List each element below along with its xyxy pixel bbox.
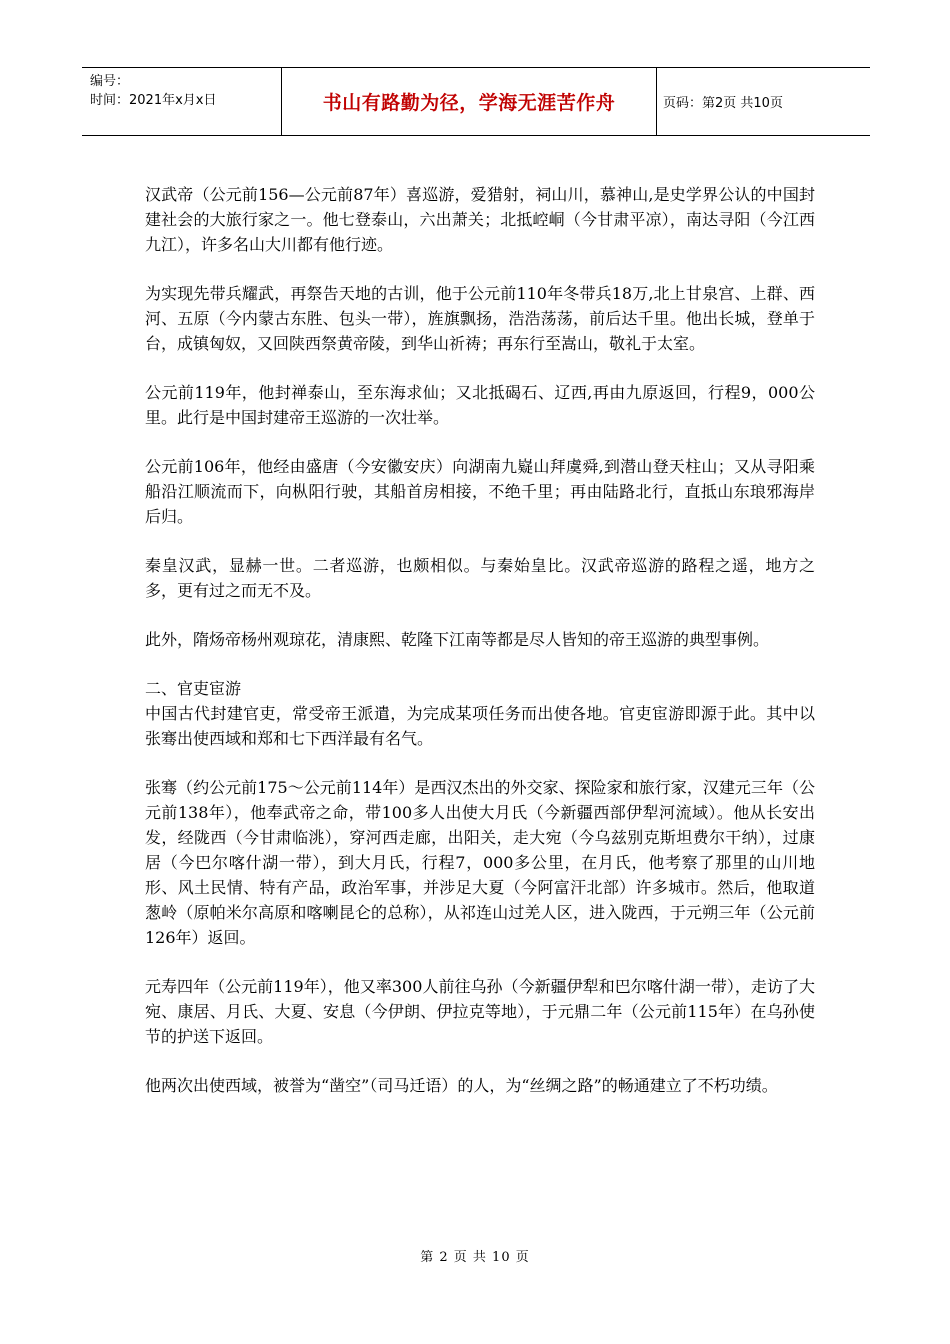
page-footer: 第 2 页 共 10 页 <box>420 1250 530 1265</box>
paragraph: 元寿四年（公元前119年），他又率300人前往乌孙（今新疆伊犁和巴尔喀什湖一带），走访了大宛、康居、月氏、大夏、安息（今伊朗、伊拉克等地），于元鼎二年（公元前115年）在乌孙使节的护送下返回。 <box>145 977 815 1046</box>
header-meta <box>82 68 282 135</box>
paragraph: 为实现先带兵耀武，再祭告天地的古训，他于公元前110年冬带兵18万,北上甘泉宫、上群、西河、五原（今内蒙古东胜、包头一带），旌旗飘扬，浩浩荡荡，前后达千里。他出长城，登单于台，成镇匈奴，又回陕西祭黄帝陵，到华山祈祷；再东行至嵩山，敬礼于太室。 <box>145 284 815 353</box>
serial-number-label: 编号： <box>90 74 130 89</box>
paragraph: 他两次出使西域，被誉为“凿空”（司马迁语）的人，为“丝绸之路”的畅通建立了不朽功绩。 <box>145 1076 778 1095</box>
date-label: 时间：2021年x月x日 <box>90 93 217 108</box>
header-page-info: 页码：第2页 共10页 <box>663 96 783 111</box>
section-heading: 二、官吏宦游 <box>145 679 242 698</box>
header-motto: 书山有路勤为径，学海无涯苦作舟 <box>282 68 657 135</box>
page-header <box>82 67 870 136</box>
paragraph: 秦皇汉武，显赫一世。二者巡游，也颇相似。与秦始皇比。汉武帝巡游的路程之遥，地方之多，更有过之而无不及。 <box>145 556 815 600</box>
paragraph: 汉武帝（公元前156—公元前87年）喜巡游，爱猎射，祠山川，慕神山,是史学界公认的中国封建社会的大旅行家之一。他七登泰山，六出萧关；北抵崆峒（今甘肃平凉），南达寻阳（今江西九江），许多名山大川都有他行迹。 <box>145 185 815 254</box>
paragraph: 公元前119年，他封禅泰山，至东海求仙；又北抵碣石、辽西,再由九原返回，行程9，000公里。此行是中国封建帝王巡游的一次壮举。 <box>145 383 815 427</box>
paragraph: 中国古代封建官吏，常受帝王派遣，为完成某项任务而出使各地。官吏宦游即源于此。其中以张骞出使西域和郑和七下西洋最有名气。 <box>145 704 815 748</box>
paragraph: 张骞（约公元前175～公元前114年）是西汉杰出的外交家、探险家和旅行家，汉建元三年（公元前138年），他奉武帝之命，带100多人出使大月氏（今新疆西部伊犁河流域）。他从长安出发，经陇西（今甘肃临洮），穿河西走廊，出阳关，走大宛（今乌兹别克斯坦费尔干纳），过康居（今巴尔喀什湖一带），到大月氏，行程7，000多公里，在月氏，他考察了那里的山川地形、风土民情、特有产品，政治军事，并涉足大夏（今阿富汗北部）许多城市。然后，他取道葱岭（原帕米尔高原和喀喇昆仑的总称），从祁连山过羌人区，进入陇西，于元朔三年（公元前126年）返回。 <box>145 778 815 947</box>
paragraph: 此外，隋炀帝杨州观琼花，清康熙、乾隆下江南等都是尽人皆知的帝王巡游的典型事例。 <box>145 630 770 649</box>
document-body <box>145 182 815 1122</box>
paragraph: 公元前106年，他经由盛唐（今安徽安庆）向湖南九嶷山拜虞舜,到潜山登天柱山；又从寻阳乘船沿江顺流而下，向枞阳行驶，其船首房相接，不绝千里；再由陆路北行，直抵山东琅邪海岸后归。 <box>145 457 815 526</box>
